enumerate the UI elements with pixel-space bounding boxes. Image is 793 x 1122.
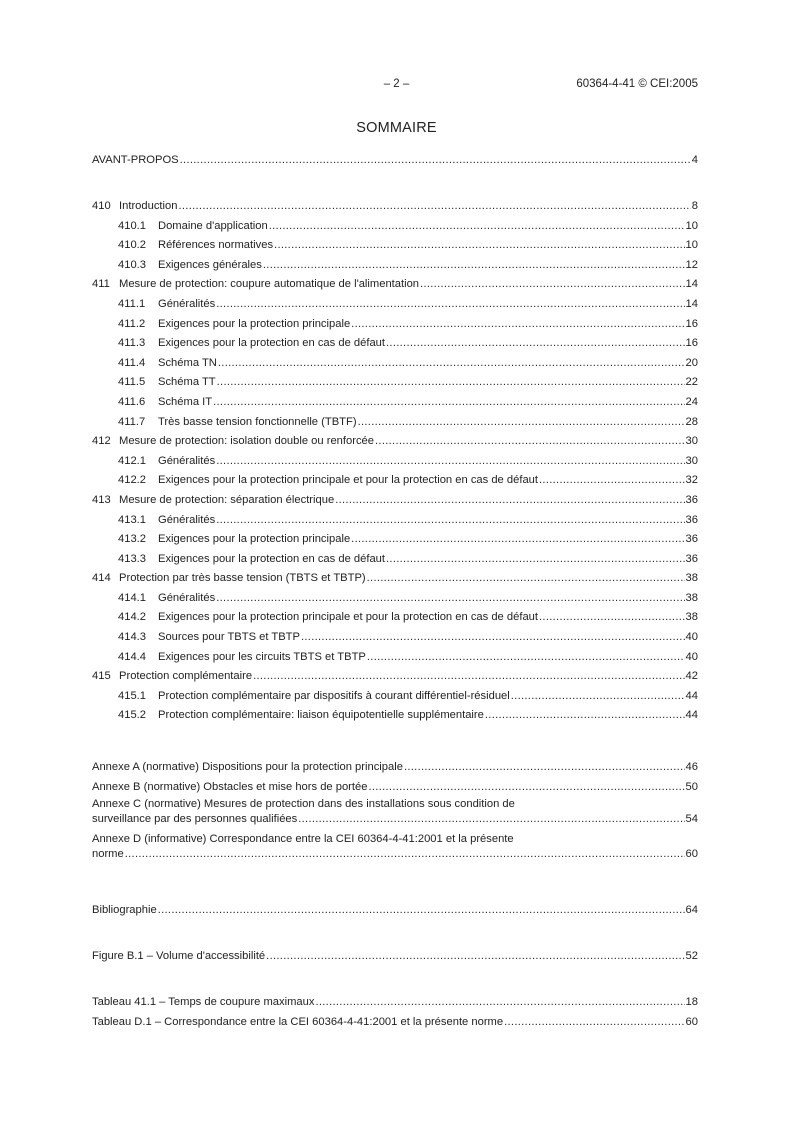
toc-entry-number: 412 <box>92 435 111 448</box>
toc-entry-number: 412.2 <box>118 474 146 487</box>
toc-entry[interactable] <box>92 550 698 570</box>
toc-entry[interactable] <box>92 812 698 827</box>
toc-entry[interactable] <box>92 511 698 531</box>
toc-entry-title: Bibliographie <box>92 904 157 916</box>
toc-entry[interactable] <box>92 667 698 687</box>
dot-leader <box>539 471 685 491</box>
toc-entry-title: Protection par très basse tension (TBTS et TBTP) <box>119 572 366 585</box>
toc-tables <box>92 993 698 1032</box>
toc-entry-title: Exigences pour la protection principale et pour la protection en cas de défaut <box>158 474 538 487</box>
dot-leader <box>298 812 684 827</box>
toc-entry-number: 411.6 <box>118 395 146 408</box>
toc-entry-title: Références normatives <box>158 239 274 252</box>
toc-entry-page: 8 <box>691 200 698 212</box>
toc-entry[interactable] <box>92 373 698 393</box>
dot-leader <box>351 315 684 335</box>
dot-leader <box>351 530 684 550</box>
toc-entry-page: 40 <box>685 650 698 663</box>
toc-entry-page: 12 <box>685 258 698 271</box>
toc-entry-title: Schéma IT <box>158 395 213 408</box>
toc-entry-title: Exigences pour la protection principale et pour la protection en cas de défaut <box>158 611 538 624</box>
toc-entry-page: 16 <box>685 337 698 350</box>
toc-entry-title: Généralités <box>158 513 216 526</box>
toc-entry-page: 42 <box>685 670 698 683</box>
toc-entry-number: 411.2 <box>118 317 146 330</box>
toc-entry-title: Exigences générales <box>158 258 262 271</box>
toc-entry-title-line1: Annexe D (informative) Correspondance entre la CEI 60364-4-41:2001 et la présente <box>92 832 514 845</box>
toc-entry-multiline[interactable] <box>92 832 698 862</box>
toc-entry-page: 10 <box>685 239 698 252</box>
dot-leader <box>335 491 684 511</box>
toc-entry[interactable] <box>92 452 698 472</box>
toc-entry[interactable] <box>92 217 698 237</box>
toc-entry-title: Exigences pour les circuits TBTS et TBTP <box>158 650 366 663</box>
toc-entry-page: 14 <box>685 278 698 291</box>
toc-entry-page: 40 <box>685 631 698 644</box>
dot-leader <box>485 706 685 726</box>
toc-entry-page: 22 <box>685 376 698 389</box>
toc-entry[interactable] <box>92 648 698 668</box>
dot-leader <box>253 667 684 687</box>
toc-entry-number: 411.4 <box>118 356 146 369</box>
toc-entry-title: Exigences pour la protection en cas de défaut <box>158 337 386 350</box>
toc-entry-title: AVANT-PROPOS <box>92 154 179 166</box>
toc-entry[interactable] <box>92 608 698 628</box>
toc-entry-title: Mesure de protection: isolation double ou renforcée <box>119 435 374 448</box>
dot-leader <box>420 275 685 295</box>
toc-entry[interactable] <box>92 589 698 609</box>
toc-entry-page: 38 <box>685 572 698 585</box>
toc-entry-title: Protection complémentaire <box>119 670 253 683</box>
toc-entry[interactable] <box>92 354 698 374</box>
toc-sections <box>92 197 698 726</box>
toc-entry-number: 413.2 <box>118 533 146 546</box>
toc-entry-title: Généralités <box>158 454 216 467</box>
toc-entry-number: 415 <box>92 670 111 683</box>
toc-entry-page: 28 <box>685 415 698 428</box>
toc-entry[interactable] <box>92 432 698 452</box>
toc-entry[interactable] <box>92 1013 698 1033</box>
toc-entry-title: Annexe B (normative) Obstacles et mise hors de portée <box>92 780 368 793</box>
toc-entry-page: 24 <box>685 395 698 408</box>
toc-entry-title: Généralités <box>158 591 216 604</box>
toc-entry[interactable] <box>92 947 698 967</box>
toc-figures <box>92 947 698 967</box>
toc-entry-page: 60 <box>685 1015 698 1028</box>
toc-entry[interactable] <box>92 295 698 315</box>
dot-leader <box>511 687 685 707</box>
dot-leader <box>504 1013 684 1033</box>
toc-entry-number: 415.1 <box>118 689 146 702</box>
dot-leader <box>178 197 690 217</box>
toc-entry-number: 414.4 <box>118 650 146 663</box>
toc-entry-page: 54 <box>685 813 698 826</box>
toc-entry-title: Schéma TN <box>158 356 217 369</box>
dot-leader <box>539 608 685 628</box>
toc-entry[interactable] <box>92 706 698 726</box>
toc-entry-number: 410.1 <box>118 219 146 232</box>
toc-entry[interactable] <box>92 530 698 550</box>
toc-entry-page: 44 <box>685 689 698 702</box>
toc-entry-page: 38 <box>685 591 698 604</box>
dot-leader <box>367 648 685 668</box>
toc-entry-page: 60 <box>685 847 698 860</box>
toc-entry[interactable] <box>92 197 698 217</box>
toc-entry-number: 413.1 <box>118 513 146 526</box>
toc-entry-number: 411.3 <box>118 337 146 350</box>
toc-entry-title: Exigences pour la protection principale <box>158 317 351 330</box>
toc-foreword <box>92 151 698 171</box>
dot-leader <box>315 993 684 1013</box>
toc-entry-title: Sources pour TBTS et TBTP <box>158 631 300 644</box>
dot-leader <box>216 511 684 531</box>
toc-entry-page: 36 <box>685 533 698 546</box>
toc-entry-page: 36 <box>685 513 698 526</box>
toc-entry-multiline[interactable] <box>92 797 698 827</box>
dot-leader <box>266 947 684 967</box>
toc-entry-page: 50 <box>685 780 698 793</box>
toc-entry[interactable] <box>92 687 698 707</box>
toc-entry-title: Très basse tension fonctionnelle (TBTF) <box>158 415 357 428</box>
dot-leader <box>386 550 685 570</box>
toc-entry-page: 18 <box>685 996 698 1008</box>
toc-entry-title: norme <box>92 847 124 860</box>
dot-leader <box>367 569 685 589</box>
toc-entry-page: 46 <box>685 761 698 773</box>
toc-entry[interactable] <box>92 256 698 276</box>
dot-leader <box>263 256 685 276</box>
toc-entry-title: Domaine d'application <box>158 219 268 232</box>
toc-entry-page: 52 <box>685 950 698 962</box>
toc-entry-page: 30 <box>685 454 698 467</box>
dot-leader <box>404 758 685 778</box>
toc-entry-number: 411.7 <box>118 415 146 428</box>
toc-title: SOMMAIRE <box>356 120 437 136</box>
toc-entry-bibliography[interactable] <box>92 901 698 921</box>
toc-entry-number: 411.1 <box>118 297 146 310</box>
toc-entry-title: Protection complémentaire: liaison équipotentielle supplémentaire <box>158 709 484 722</box>
toc-entry-number: 411 <box>92 278 110 291</box>
toc-entry[interactable] <box>92 569 698 589</box>
document-reference: 60364-4-41 © CEI:2005 <box>576 78 698 90</box>
toc-entry[interactable] <box>92 758 698 778</box>
dot-leader <box>158 901 685 921</box>
toc-entry-number: 410.3 <box>118 258 146 271</box>
toc-entry-foreword[interactable] <box>92 151 698 171</box>
toc-entry[interactable] <box>92 847 698 862</box>
toc-entry-number: 414.3 <box>118 631 146 644</box>
dot-leader <box>125 847 685 862</box>
toc-entry-number: 410.2 <box>118 239 146 252</box>
toc-entry-title: Annexe A (normative) Dispositions pour la protection principale <box>92 761 403 773</box>
toc-entry-number: 411.5 <box>118 376 146 389</box>
toc-entry-page: 64 <box>685 904 698 916</box>
toc-entry-title: Figure B.1 – Volume d'accessibilité <box>92 950 266 962</box>
toc-entry-number: 413.3 <box>118 552 146 565</box>
toc-entry-page: 4 <box>691 154 698 166</box>
toc-entry-number: 414 <box>92 572 111 585</box>
toc-annexes <box>92 758 698 866</box>
dot-leader <box>269 217 685 237</box>
toc-entry-page: 10 <box>685 219 698 232</box>
toc-entry[interactable] <box>92 315 698 335</box>
dot-leader <box>217 373 685 393</box>
toc-entry[interactable] <box>92 275 698 295</box>
dot-leader <box>375 432 685 452</box>
toc-entry[interactable] <box>92 236 698 256</box>
dot-leader <box>358 413 685 433</box>
toc-entry-number: 414.2 <box>118 611 146 624</box>
toc-entry[interactable] <box>92 491 698 511</box>
toc-entry-page: 16 <box>685 317 698 330</box>
toc-entry-title: Exigences pour la protection principale <box>158 533 351 546</box>
toc-entry[interactable] <box>92 334 698 354</box>
dot-leader <box>216 452 684 472</box>
toc-entry-title: Tableau 41.1 – Temps de coupure maximaux <box>92 996 315 1008</box>
toc-entry[interactable] <box>92 778 698 798</box>
dot-leader <box>301 628 685 648</box>
dot-leader <box>180 151 691 171</box>
toc-entry-page: 36 <box>685 552 698 565</box>
toc-entry-title: Généralités <box>158 297 216 310</box>
toc-entry-title: Tableau D.1 – Correspondance entre la CEI 60364-4-41:2001 et la présente norme <box>92 1015 504 1028</box>
dot-leader <box>368 778 684 798</box>
toc-entry-title-line1: Annexe C (normative) Mesures de protection dans des installations sous condition de <box>92 798 515 811</box>
dot-leader <box>274 236 685 256</box>
toc-entry-number: 415.2 <box>118 709 146 722</box>
dot-leader <box>218 354 685 374</box>
toc-entry-page: 30 <box>685 435 698 448</box>
toc-entry-number: 410 <box>92 200 111 212</box>
toc-entry-title: Mesure de protection: séparation électrique <box>119 493 335 506</box>
toc-entry-page: 14 <box>685 297 698 310</box>
toc-entry[interactable] <box>92 413 698 433</box>
dot-leader <box>216 589 684 609</box>
toc-entry-title: Exigences pour la protection en cas de défaut <box>158 552 386 565</box>
toc-entry-title: Introduction <box>119 200 178 212</box>
toc-entry-number: 413 <box>92 493 111 506</box>
toc-entry-number: 414.1 <box>118 591 146 604</box>
dot-leader <box>216 295 684 315</box>
toc-entry-title: surveillance par des personnes qualifiées <box>92 813 298 826</box>
toc-entry[interactable] <box>92 993 698 1013</box>
toc-entry-page: 38 <box>685 611 698 624</box>
toc-entry-page: 20 <box>685 356 698 369</box>
dot-leader <box>213 393 684 413</box>
toc-entry-page: 32 <box>685 474 698 487</box>
toc-entry[interactable] <box>92 471 698 491</box>
toc-entry-title: Mesure de protection: coupure automatique de l'alimentation <box>119 278 420 291</box>
toc-entry-title: Schéma TT <box>158 376 216 389</box>
toc-entry-page: 44 <box>685 709 698 722</box>
toc-entry[interactable] <box>92 628 698 648</box>
toc-entry-number: 412.1 <box>118 454 146 467</box>
dot-leader <box>386 334 685 354</box>
toc-entry-page: 36 <box>685 493 698 506</box>
page-number: – 2 – <box>383 78 410 90</box>
toc-bibliography <box>92 901 698 921</box>
toc-entry[interactable] <box>92 393 698 413</box>
toc-entry-title: Protection complémentaire par dispositifs à courant différentiel-résiduel <box>158 689 510 702</box>
